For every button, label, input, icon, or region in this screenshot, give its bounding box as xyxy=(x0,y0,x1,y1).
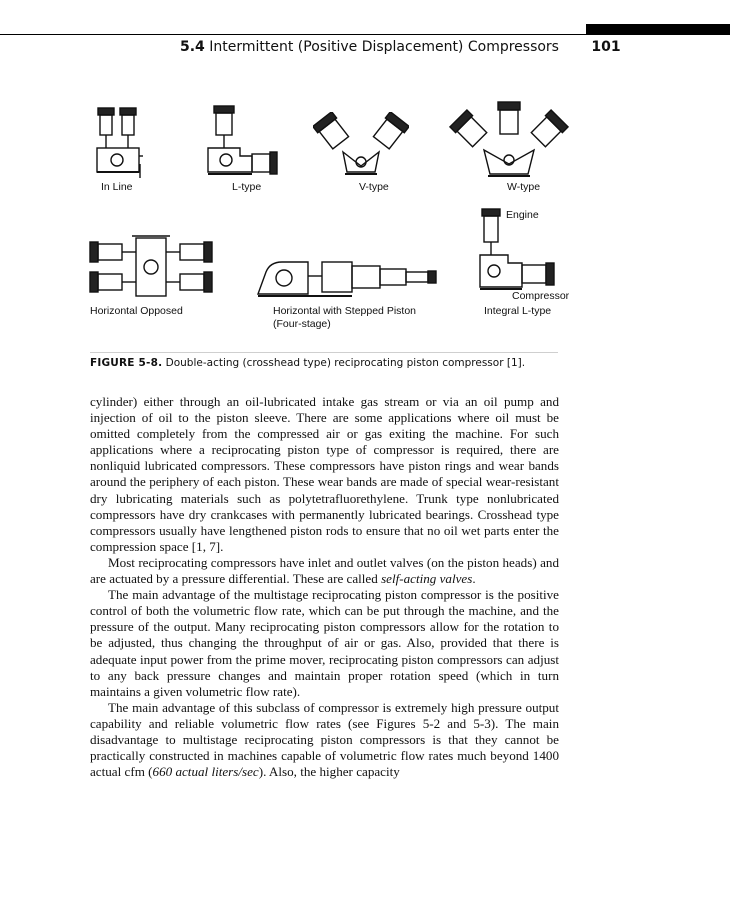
figure-caption xyxy=(90,357,560,369)
label-horizontal-stepped-line2: (Four-stage) xyxy=(273,318,331,330)
figure-caption-label: FIGURE 5-8. xyxy=(90,357,163,369)
label-l-type: L-type xyxy=(232,181,262,193)
horizontal-stepped-piston-drawing xyxy=(256,254,442,300)
paragraph-3: The main advantage of the multistage reciprocating piston compressor is the positive control of both the volumetric flow rate, which can be put through the machine, and the pressure of the output. Many reciprocating piston compressors allow for the rotation to be adjusted, thus changing the throughput of air or gas. Also, provided that there is adequate input power from the prime mover, reciprocating piston compressors can adjust to any back pressure changes and maintain proper rotation speed (which in turn maintains a given volumetric flow rate). xyxy=(90,587,559,699)
caption-rule xyxy=(90,352,558,353)
figure-caption-text: Double-acting (crosshead type) reciprocating piston compressor [1]. xyxy=(165,357,526,369)
label-v-type: V-type xyxy=(359,181,389,193)
running-header xyxy=(180,39,558,55)
section-title: Intermittent (Positive Displacement) Compressors xyxy=(209,39,559,55)
header-rule xyxy=(0,34,586,35)
section-number: 5.4 xyxy=(180,39,205,55)
w-type-compressor-drawing xyxy=(448,100,570,182)
paragraph-4-emphasis: 660 actual liters/sec xyxy=(152,764,259,780)
paragraph-4-end: ). Also, the higher capacity xyxy=(258,764,400,780)
body-text xyxy=(90,394,559,780)
header-bar xyxy=(586,24,730,35)
paragraph-2-end: . xyxy=(472,571,476,587)
page-number: 101 xyxy=(591,39,621,55)
paragraph-2-text: Most reciprocating compressors have inlet and outlet valves (on the piston heads) and are actuated by a pressure differential. These are called xyxy=(90,554,559,587)
label-w-type: W-type xyxy=(507,181,541,193)
paragraph-2 xyxy=(90,555,559,587)
paragraph-4-text: The main advantage of this subclass of compressor is extremely high pressure output capability and reliable volumetric flow rates (see Figures 5-2 and 5-3). The main disadvantage to multistage reciprocating piston compressors is that they cannot be practically constructed in machines capable of volumetric flow rates much beyond 1400 actual cfm ( xyxy=(90,699,559,780)
label-integral-l-type: Integral L-type xyxy=(484,305,552,317)
label-horizontal-stepped-line1: Horizontal with Stepped Piston xyxy=(273,305,416,317)
inline-compressor-drawing xyxy=(94,104,144,182)
label-horizontal-opposed: Horizontal Opposed xyxy=(90,305,183,317)
paragraph-4 xyxy=(90,700,559,780)
paragraph-1: cylinder) either through an oil-lubricated intake gas stream or via an oil pump and injection of oil to the piston sleeve. There are some applications where oil must be omitted completely from the compressed air or gas exiting the machine. For such applications where a reciprocating piston type of compressor is required, there are nonliquid lubricated compressors. These compressors have piston rings and wear bands around the periphery of each piston. These wear bands are made of special wear-resistant dry lubricating materials such as polytetrafluorethylene. Trunk type nonlubricated compressors have dry crankcases with permanently lubricated bearings. Crosshead type compressors usually have lengthened piston rods to ensure that no oil wet parts enter the compression space [1, 7]. xyxy=(90,394,559,554)
v-type-compressor-drawing xyxy=(313,112,409,180)
horizontal-opposed-compressor-drawing xyxy=(88,234,214,302)
label-in-line: In Line xyxy=(101,181,133,193)
label-compressor: Compressor xyxy=(512,290,570,302)
paragraph-2-emphasis: self-acting valves xyxy=(381,571,473,587)
l-type-compressor-drawing xyxy=(204,102,282,180)
label-engine: Engine xyxy=(506,209,539,221)
